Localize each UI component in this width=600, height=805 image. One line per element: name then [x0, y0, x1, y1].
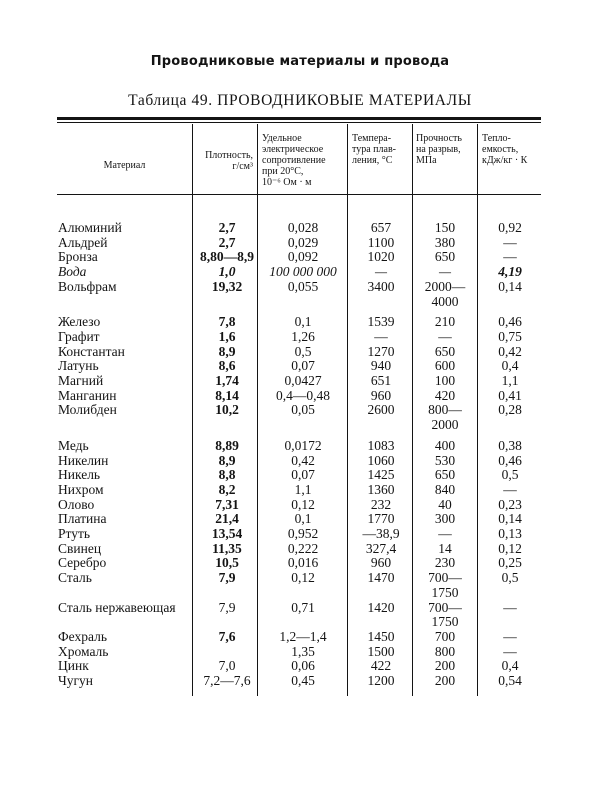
material-cell: Вода: [58, 264, 87, 280]
header-line: Удельное: [262, 133, 302, 144]
melting-cell: 960: [370, 555, 392, 571]
table-row: [0, 329, 600, 345]
header-line: сопротивление: [262, 155, 326, 166]
strength-cell: 700—: [428, 599, 462, 615]
strength-cell: 230: [434, 555, 456, 571]
material-cell: Нихром: [58, 481, 104, 497]
density-cell: 1,6: [218, 328, 236, 344]
strength-cell: 650: [434, 343, 456, 359]
melting-cell: —: [374, 264, 387, 280]
melting-cell: 2600: [367, 402, 395, 418]
density-cell: 7,0: [218, 658, 236, 674]
melting-cell: 1200: [367, 673, 395, 688]
resistivity-cell: 0,028: [287, 220, 319, 235]
table-row: [0, 220, 600, 236]
strength-cell: 100: [434, 373, 456, 388]
melting-cell: 1500: [367, 643, 395, 659]
density-cell: 8,2: [218, 481, 236, 497]
table-row: [0, 511, 600, 527]
strength-cell: 600: [434, 358, 456, 374]
heat-capacity-cell: 0,46: [498, 314, 522, 330]
resistivity-cell: 0,029: [287, 234, 319, 250]
density-cell: 7,9: [218, 599, 236, 615]
header-resistivity: [262, 133, 347, 188]
header-line: Темпера-: [352, 133, 392, 144]
table-row: [0, 614, 600, 630]
resistivity-cell: 0,0172: [284, 437, 322, 453]
strength-cell: 800: [434, 643, 456, 659]
heat-capacity-cell: 0,13: [498, 526, 522, 541]
table-row: [0, 585, 600, 601]
table-row: [0, 417, 600, 433]
resistivity-cell: 0,07: [291, 467, 315, 483]
strength-cell: 1750: [431, 614, 459, 630]
header-line: на разрыв,: [416, 144, 461, 155]
table-row: [0, 570, 600, 586]
heat-capacity-cell: 0,92: [498, 220, 522, 235]
material-cell: Никель: [58, 467, 101, 483]
header-line: Плотность,: [205, 150, 253, 161]
density-cell: 2,7: [218, 234, 236, 250]
melting-cell: 1539: [367, 314, 395, 330]
header-line: ления, °С: [352, 155, 393, 166]
material-cell: Чугун: [58, 673, 94, 688]
material-cell: Олово: [58, 496, 95, 512]
strength-cell: 840: [434, 481, 456, 497]
strength-cell: 40: [438, 496, 452, 512]
heat-capacity-cell: 1,1: [501, 373, 519, 388]
resistivity-cell: 0,1: [294, 314, 312, 330]
strength-cell: —: [438, 264, 451, 280]
table-row: [0, 279, 600, 295]
material-cell: Сталь: [58, 570, 92, 586]
heat-capacity-cell: —: [503, 481, 517, 497]
table-row: [0, 467, 600, 483]
resistivity-cell: 0,12: [291, 570, 315, 586]
table-row: [0, 453, 600, 469]
table-row: [0, 555, 600, 571]
material-cell: Железо: [58, 314, 101, 330]
resistivity-cell: 0,45: [291, 673, 315, 688]
strength-cell: 4000: [431, 293, 459, 309]
material-cell: Никелин: [58, 452, 109, 468]
resistivity-cell: 0,055: [287, 278, 319, 294]
density-cell: 1,74: [215, 373, 239, 388]
table-row: [0, 644, 600, 660]
table-row: [0, 629, 600, 645]
melting-cell: 327,4: [365, 540, 397, 556]
resistivity-cell: 0,016: [287, 555, 319, 571]
density-cell: 21,4: [215, 511, 239, 527]
table-row: [0, 373, 600, 389]
table-row: [0, 294, 600, 310]
melting-cell: 1083: [367, 437, 395, 453]
material-cell: Алюминий: [58, 220, 122, 235]
resistivity-cell: 0,12: [291, 496, 315, 512]
density-cell: 7,8: [218, 314, 236, 330]
table-row: [0, 388, 600, 404]
table-row: [0, 235, 600, 251]
heat-capacity-cell: —: [503, 599, 517, 615]
resistivity-cell: 0,06: [291, 658, 315, 674]
running-head: Проводниковые материалы и провода: [150, 54, 450, 69]
density-cell: 2,7: [218, 220, 236, 235]
heat-capacity-cell: 0,23: [498, 496, 522, 512]
table-row: [0, 438, 600, 454]
material-cell: Графит: [58, 328, 100, 344]
header-line: кДж/кг · К: [482, 155, 528, 166]
heat-capacity-cell: —: [503, 249, 517, 265]
heat-capacity-cell: 0,5: [501, 467, 519, 483]
material-cell: Манганин: [58, 387, 117, 403]
material-cell: Альдрей: [58, 234, 108, 250]
table-row: [0, 264, 600, 280]
density-cell: 10,2: [215, 402, 239, 418]
header-melting: [352, 133, 410, 166]
resistivity-cell: 1,26: [291, 328, 315, 344]
resistivity-cell: 1,1: [294, 481, 312, 497]
material-cell: Молибден: [58, 402, 117, 418]
header-line: Прочность: [416, 133, 462, 144]
resistivity-cell: 100 000 000: [269, 264, 337, 280]
melting-cell: 1100: [367, 234, 395, 250]
strength-cell: 14: [438, 540, 452, 556]
table-row: [0, 358, 600, 374]
melting-cell: 1420: [367, 599, 395, 615]
melting-cell: 422: [370, 658, 392, 674]
heat-capacity-cell: 0,38: [498, 437, 522, 453]
table-row: [0, 541, 600, 557]
melting-cell: —38,9: [362, 526, 400, 541]
header-line: Тепло-: [482, 133, 511, 144]
melting-cell: 657: [370, 220, 392, 235]
resistivity-cell: 0,092: [287, 249, 319, 265]
table-row: [0, 526, 600, 542]
resistivity-cell: 0,07: [291, 358, 315, 374]
material-cell: Сталь нержавеющая: [58, 599, 176, 615]
material-cell: Фехраль: [58, 628, 107, 644]
strength-cell: 800—: [428, 402, 462, 418]
strength-cell: 530: [434, 452, 456, 468]
header-line: 10⁻⁶ Ом · м: [262, 177, 312, 188]
table-title: Таблица 49. ПРОВОДНИКОВЫЕ МАТЕРИАЛЫ: [128, 92, 472, 109]
resistivity-cell: 0,1: [294, 511, 312, 527]
resistivity-cell: 0,71: [291, 599, 315, 615]
resistivity-cell: 0,5: [294, 343, 312, 359]
heat-capacity-cell: 0,25: [498, 555, 522, 571]
top-rule-thick: [57, 117, 541, 120]
material-cell: Магний: [58, 373, 104, 388]
strength-cell: —: [438, 526, 452, 541]
resistivity-cell: 0,42: [291, 452, 315, 468]
header-heat: [482, 133, 542, 166]
strength-cell: 650: [434, 467, 456, 483]
header-line: при 20°С,: [262, 166, 304, 177]
heat-capacity-cell: 0,12: [498, 540, 522, 556]
heat-capacity-cell: —: [503, 628, 517, 644]
melting-cell: 1450: [367, 628, 395, 644]
resistivity-cell: 1,35: [291, 643, 315, 659]
strength-cell: 1750: [431, 584, 459, 600]
top-rule-thin: [57, 122, 541, 123]
melting-cell: 940: [370, 358, 392, 374]
heat-capacity-cell: 0,28: [498, 402, 522, 418]
melting-cell: 3400: [367, 278, 395, 294]
material-cell: Серебро: [58, 555, 107, 571]
resistivity-cell: 0,0427: [284, 373, 322, 388]
strength-cell: 650: [434, 249, 456, 265]
heat-capacity-cell: 0,42: [498, 343, 522, 359]
table-row: [0, 658, 600, 674]
melting-cell: 1060: [367, 452, 395, 468]
table-row: [0, 600, 600, 616]
heat-capacity-cell: 0,14: [498, 278, 522, 294]
table-row: [0, 673, 600, 689]
material-cell: Ртуть: [58, 526, 91, 541]
resistivity-cell: 0,4—0,48: [276, 387, 330, 403]
table-row: [0, 482, 600, 498]
material-cell: Платина: [58, 511, 107, 527]
header-strength: [416, 133, 478, 166]
material-cell: Бронза: [58, 249, 98, 265]
melting-cell: 1020: [367, 249, 395, 265]
melting-cell: 1360: [367, 481, 395, 497]
melting-cell: 1425: [367, 467, 395, 483]
density-cell: 8,89: [215, 437, 239, 453]
header-line: электрическое: [262, 144, 324, 155]
header-line: г/см³: [232, 161, 253, 172]
header-rule: [57, 194, 541, 195]
material-cell: Цинк: [58, 658, 89, 674]
header-density: [193, 150, 257, 172]
heat-capacity-cell: —: [503, 643, 517, 659]
melting-cell: 1470: [367, 570, 395, 586]
resistivity-cell: 0,222: [287, 540, 319, 556]
density-cell: 7,31: [215, 496, 239, 512]
heat-capacity-cell: 0,4: [501, 358, 519, 374]
resistivity-cell: 0,05: [291, 402, 315, 418]
heat-capacity-cell: 0,41: [498, 387, 522, 403]
heat-capacity-cell: 4,19: [498, 264, 522, 280]
melting-cell: 960: [370, 387, 392, 403]
strength-cell: 300: [434, 511, 456, 527]
resistivity-cell: 0,952: [287, 526, 319, 541]
melting-cell: 1270: [367, 343, 395, 359]
header-line: МПа: [416, 155, 437, 166]
header-line: тура плав-: [352, 144, 397, 155]
resistivity-cell: 1,2—1,4: [279, 628, 327, 644]
material-cell: Латунь: [58, 358, 99, 374]
density-cell: 7,9: [218, 570, 236, 586]
strength-cell: —: [438, 328, 452, 344]
heat-capacity-cell: 0,46: [498, 452, 522, 468]
strength-cell: 380: [434, 234, 456, 250]
melting-cell: —: [374, 328, 388, 344]
material-cell: Свинец: [58, 540, 102, 556]
strength-cell: 2000: [431, 417, 459, 433]
material-cell: Константан: [58, 343, 125, 359]
density-cell: 7,2—7,6: [203, 673, 251, 688]
density-cell: 8,8: [218, 467, 236, 483]
table-row: [0, 249, 600, 265]
melting-cell: 1770: [367, 511, 395, 527]
material-cell: Медь: [58, 437, 89, 453]
material-cell: Вольфрам: [58, 278, 117, 294]
strength-cell: 150: [434, 220, 456, 235]
density-cell: 13,54: [211, 526, 243, 541]
heat-capacity-cell: 0,5: [501, 570, 519, 586]
heat-capacity-cell: 0,4: [501, 658, 519, 674]
density-cell: 8,6: [218, 358, 236, 374]
heat-capacity-cell: 0,54: [498, 673, 522, 688]
density-cell: 8,9: [218, 343, 236, 359]
density-cell: 11,35: [212, 540, 242, 556]
strength-cell: 200: [434, 658, 456, 674]
melting-cell: 232: [370, 496, 392, 512]
density-cell: 8,80—8,9: [200, 249, 254, 265]
density-cell: 7,6: [218, 628, 236, 644]
material-cell: Хромаль: [58, 643, 109, 659]
density-cell: 10,5: [215, 555, 239, 571]
strength-cell: 400: [434, 437, 456, 453]
header-line: емкость,: [482, 144, 519, 155]
table-row: [0, 314, 600, 330]
header-material: Материал: [103, 160, 146, 171]
density-cell: 8,9: [218, 452, 236, 468]
heat-capacity-cell: 0,14: [498, 511, 522, 527]
heat-capacity-cell: —: [503, 234, 517, 250]
density-cell: 19,32: [211, 278, 243, 294]
strength-cell: 700: [434, 628, 456, 644]
density-cell: 1,0: [218, 264, 236, 280]
strength-cell: 2000—: [424, 278, 466, 294]
density-cell: 8,14: [215, 387, 239, 403]
table-row: [0, 402, 600, 418]
melting-cell: 651: [370, 373, 392, 388]
strength-cell: 200: [434, 673, 456, 688]
table-row: [0, 344, 600, 360]
heat-capacity-cell: 0,75: [498, 328, 522, 344]
table-row: [0, 497, 600, 513]
strength-cell: 700—: [428, 570, 462, 586]
strength-cell: 210: [434, 314, 456, 330]
strength-cell: 420: [434, 387, 456, 403]
